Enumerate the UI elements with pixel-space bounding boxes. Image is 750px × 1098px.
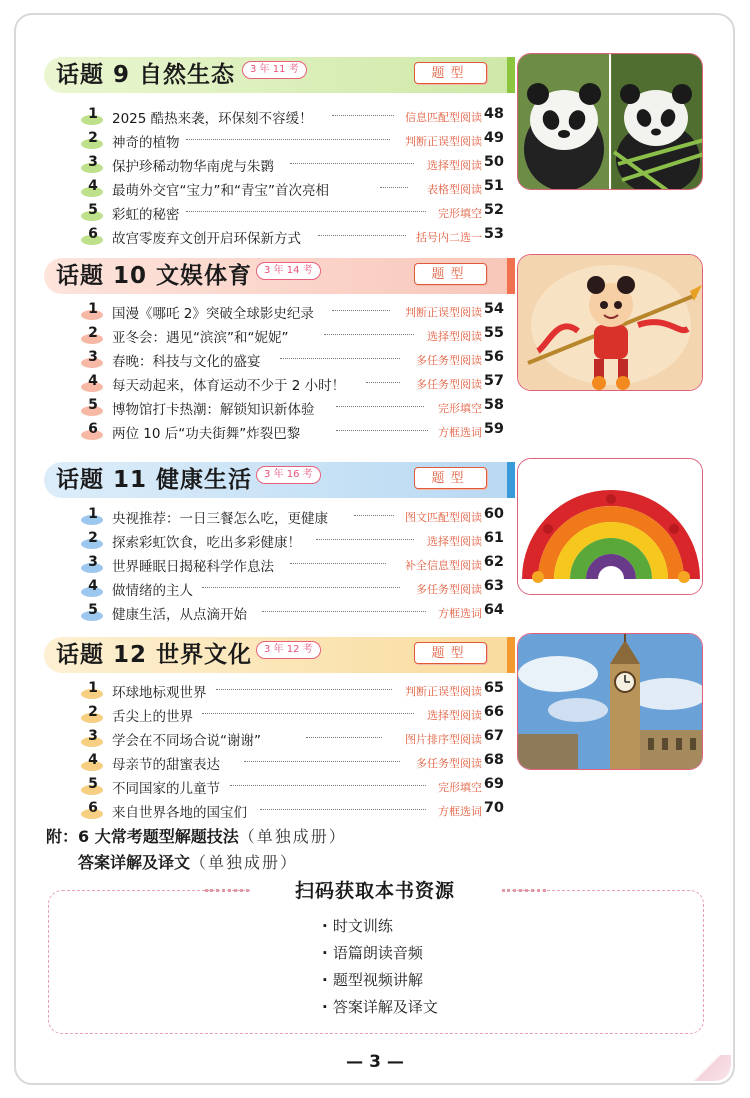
title-dots-left bbox=[205, 889, 249, 892]
list-item[interactable] bbox=[84, 775, 504, 799]
question-type-button[interactable]: 题型 bbox=[414, 62, 487, 84]
question-type: 方框选词 bbox=[438, 426, 482, 439]
title-dots-right bbox=[502, 889, 546, 892]
question-type: 括号内二选一 bbox=[416, 231, 482, 244]
page-number: 62 bbox=[483, 554, 504, 570]
page-number: 49 bbox=[483, 130, 504, 146]
resource-item[interactable]: · 时文训练 bbox=[322, 913, 438, 940]
page-number: 64 bbox=[483, 602, 504, 618]
topic-title: 话题 9 自然生态 bbox=[56, 62, 236, 88]
page-number: 56 bbox=[483, 349, 504, 365]
item-title: 博物馆打卡热潮：解锁知识新体验 bbox=[112, 402, 315, 418]
resource-item[interactable]: · 题型视频讲解 bbox=[322, 967, 438, 994]
list-item[interactable] bbox=[84, 679, 504, 703]
list-item[interactable] bbox=[84, 225, 504, 249]
leader-dots bbox=[202, 587, 400, 588]
question-type-button[interactable]: 题型 bbox=[414, 263, 487, 285]
item-title: 春晚：科技与文化的盛宴 bbox=[112, 354, 261, 370]
resource-title: 扫码获取本书资源 bbox=[294, 880, 455, 902]
item-number: 2 bbox=[84, 325, 102, 341]
appendix-note-2: （单独成册） bbox=[190, 853, 299, 872]
leader-dots bbox=[332, 115, 394, 116]
question-type-button[interactable]: 题型 bbox=[414, 467, 487, 489]
item-number: 4 bbox=[84, 752, 102, 768]
question-type: 方框选词 bbox=[438, 805, 482, 818]
list-item[interactable] bbox=[84, 703, 504, 727]
item-number: 5 bbox=[84, 776, 102, 792]
list-item[interactable] bbox=[84, 372, 504, 396]
item-title: 学会在不同场合说“谢谢” bbox=[112, 733, 261, 749]
resource-title-wrap bbox=[250, 876, 500, 906]
item-number: 4 bbox=[84, 373, 102, 389]
resource-item[interactable]: · 答案详解及译文 bbox=[322, 994, 438, 1021]
list-item[interactable] bbox=[84, 177, 504, 201]
question-type: 完形填空 bbox=[438, 402, 482, 415]
leader-dots bbox=[324, 334, 414, 335]
list-item[interactable] bbox=[84, 420, 504, 444]
question-type: 多任务型阅读 bbox=[416, 757, 482, 770]
page-number: 59 bbox=[483, 421, 504, 437]
page-number: 53 bbox=[483, 226, 504, 242]
question-type-button[interactable]: 题型 bbox=[414, 642, 487, 664]
item-number: 3 bbox=[84, 349, 102, 365]
exam-count-badge: 3 年 14 考 bbox=[256, 262, 321, 280]
appendix-note-1: （单独成册） bbox=[238, 827, 347, 846]
list-item[interactable] bbox=[84, 153, 504, 177]
item-title: 世界睡眠日揭秘科学作息法 bbox=[112, 559, 274, 575]
question-type: 选择型阅读 bbox=[427, 709, 482, 722]
appendix-item-1: 6 大常考题型解题技法 bbox=[78, 827, 239, 846]
page-number: 55 bbox=[483, 325, 504, 341]
exam-count-badge: 3 年 16 考 bbox=[256, 466, 321, 484]
topic-header-bar bbox=[44, 462, 507, 498]
item-number: 6 bbox=[84, 800, 102, 816]
item-title: 每天动起来，体育运动不少于 2 小时！ bbox=[112, 378, 346, 394]
leader-dots bbox=[186, 139, 390, 140]
leader-dots bbox=[280, 358, 400, 359]
giant-panda-photo bbox=[517, 53, 703, 190]
list-item[interactable] bbox=[84, 129, 504, 153]
leader-dots bbox=[260, 809, 426, 810]
item-title: 环球地标观世界 bbox=[112, 685, 207, 701]
leader-dots bbox=[186, 211, 426, 212]
leader-dots bbox=[244, 761, 400, 762]
list-item[interactable] bbox=[84, 727, 504, 751]
page-number: 65 bbox=[483, 680, 504, 696]
topic-color-tab bbox=[507, 462, 515, 498]
item-title: 做情绪的主人 bbox=[112, 583, 193, 599]
question-type: 完形填空 bbox=[438, 781, 482, 794]
leader-dots bbox=[230, 785, 426, 786]
list-item[interactable] bbox=[84, 300, 504, 324]
page-number: 52 bbox=[483, 202, 504, 218]
fruit-vegetable-rainbow-image bbox=[517, 458, 703, 595]
topic-color-tab bbox=[507, 258, 515, 294]
item-number: 5 bbox=[84, 602, 102, 618]
topic-title: 话题 12 世界文化 bbox=[56, 642, 253, 668]
leader-dots bbox=[336, 430, 428, 431]
list-item[interactable] bbox=[84, 751, 504, 775]
list-item[interactable] bbox=[84, 105, 504, 129]
page-number: 70 bbox=[483, 800, 504, 816]
topic-title: 话题 11 健康生活 bbox=[56, 467, 253, 493]
question-type: 信息匹配型阅读 bbox=[405, 111, 482, 124]
question-type: 判断正误型阅读 bbox=[405, 135, 482, 148]
question-type: 选择型阅读 bbox=[427, 330, 482, 343]
page-number: 60 bbox=[483, 506, 504, 522]
list-item[interactable] bbox=[84, 396, 504, 420]
leader-dots bbox=[354, 515, 394, 516]
item-number: 3 bbox=[84, 728, 102, 744]
leader-dots bbox=[366, 382, 400, 383]
item-title: 国漫《哪吒 2》突破全球影史纪录 bbox=[112, 306, 314, 322]
topic-header-bar bbox=[44, 637, 507, 673]
item-title: 保护珍稀动物华南虎与朱鹮 bbox=[112, 159, 274, 175]
leader-dots bbox=[380, 187, 408, 188]
page-number: 57 bbox=[483, 373, 504, 389]
question-type: 多任务型阅读 bbox=[416, 583, 482, 596]
leader-dots bbox=[306, 737, 382, 738]
page-number: 54 bbox=[483, 301, 504, 317]
question-type: 多任务型阅读 bbox=[416, 378, 482, 391]
item-title: 最萌外交官“宝力”和“青宝”首次亮相 bbox=[112, 183, 329, 199]
big-ben-photo bbox=[517, 633, 703, 770]
page-number: 58 bbox=[483, 397, 504, 413]
item-title: 央视推荐：一日三餐怎么吃，更健康 bbox=[112, 511, 328, 527]
item-number: 2 bbox=[84, 130, 102, 146]
page-number: 63 bbox=[483, 578, 504, 594]
appendix-line-1 bbox=[46, 824, 347, 850]
question-type: 补全信息型阅读 bbox=[405, 559, 482, 572]
leader-dots bbox=[262, 611, 426, 612]
topic-color-tab bbox=[507, 637, 515, 673]
topic-color-tab bbox=[507, 57, 515, 93]
page-number: 51 bbox=[483, 178, 504, 194]
item-number: 4 bbox=[84, 578, 102, 594]
item-number: 5 bbox=[84, 202, 102, 218]
question-type: 选择型阅读 bbox=[427, 159, 482, 172]
leader-dots bbox=[316, 539, 414, 540]
list-item[interactable] bbox=[84, 553, 504, 577]
appendix-label: 附： bbox=[46, 827, 79, 846]
list-item[interactable] bbox=[84, 348, 504, 372]
page-number: 50 bbox=[483, 154, 504, 170]
item-number: 5 bbox=[84, 397, 102, 413]
topic-header-bar bbox=[44, 57, 507, 93]
item-number: 1 bbox=[84, 301, 102, 317]
exam-count-badge: 3 年 12 考 bbox=[256, 641, 321, 659]
item-title: 故宫零废弃文创开启环保新方式 bbox=[112, 231, 301, 247]
item-number: 6 bbox=[84, 226, 102, 242]
item-title: 彩虹的秘密 bbox=[112, 207, 180, 223]
nezha-character-image bbox=[517, 254, 703, 391]
list-item[interactable] bbox=[84, 577, 504, 601]
list-item[interactable] bbox=[84, 324, 504, 348]
leader-dots bbox=[202, 713, 414, 714]
item-title: 探索彩虹饮食，吃出多彩健康！ bbox=[112, 535, 301, 551]
item-number: 3 bbox=[84, 154, 102, 170]
page-number: 61 bbox=[483, 530, 504, 546]
leader-dots bbox=[290, 563, 386, 564]
item-title: 来自世界各地的国宝们 bbox=[112, 805, 247, 821]
appendix bbox=[46, 824, 347, 876]
item-number: 1 bbox=[84, 680, 102, 696]
item-title: 母亲节的甜蜜表达 bbox=[112, 757, 220, 773]
list-item[interactable] bbox=[84, 799, 504, 823]
leader-dots bbox=[290, 163, 414, 164]
question-type: 图片排序型阅读 bbox=[405, 733, 482, 746]
page-number: 68 bbox=[483, 752, 504, 768]
leader-dots bbox=[336, 406, 424, 407]
appendix-line-2 bbox=[46, 850, 347, 876]
item-number: 1 bbox=[84, 106, 102, 122]
appendix-item-2: 答案详解及译文 bbox=[78, 853, 191, 872]
question-type: 方框选词 bbox=[438, 607, 482, 620]
item-title: 2025 酷热来袭，环保刻不容缓！ bbox=[112, 111, 313, 127]
leader-dots bbox=[332, 310, 390, 311]
list-item[interactable] bbox=[84, 529, 504, 553]
item-number: 2 bbox=[84, 530, 102, 546]
item-number: 6 bbox=[84, 421, 102, 437]
leader-dots bbox=[216, 689, 392, 690]
leader-dots bbox=[318, 235, 406, 236]
item-number: 3 bbox=[84, 554, 102, 570]
resource-item[interactable]: · 语篇朗读音频 bbox=[322, 940, 438, 967]
question-type: 判断正误型阅读 bbox=[405, 685, 482, 698]
page-number: 66 bbox=[483, 704, 504, 720]
item-title: 两位 10 后“功夫街舞”炸裂巴黎 bbox=[112, 426, 301, 442]
item-title: 神奇的植物 bbox=[112, 135, 180, 151]
item-number: 2 bbox=[84, 704, 102, 720]
item-title: 亚冬会：遇见“滨滨”和“妮妮” bbox=[112, 330, 289, 346]
exam-count-badge: 3 年 11 考 bbox=[242, 61, 307, 79]
question-type: 选择型阅读 bbox=[427, 535, 482, 548]
item-title: 舌尖上的世界 bbox=[112, 709, 193, 725]
resource-list bbox=[322, 913, 438, 1021]
question-type: 图文匹配型阅读 bbox=[405, 511, 482, 524]
page-number: 69 bbox=[483, 776, 504, 792]
item-number: 4 bbox=[84, 178, 102, 194]
item-title: 健康生活，从点滴开始 bbox=[112, 607, 247, 623]
question-type: 多任务型阅读 bbox=[416, 354, 482, 367]
list-item[interactable] bbox=[84, 201, 504, 225]
question-type: 判断正误型阅读 bbox=[405, 306, 482, 319]
item-number: 1 bbox=[84, 506, 102, 522]
list-item[interactable] bbox=[84, 601, 504, 625]
question-type: 完形填空 bbox=[438, 207, 482, 220]
page-number-footer: — 3 — bbox=[346, 1052, 404, 1072]
topic-header-bar bbox=[44, 258, 507, 294]
topic-title: 话题 10 文娱体育 bbox=[56, 263, 253, 289]
question-type: 表格型阅读 bbox=[427, 183, 482, 196]
list-item[interactable] bbox=[84, 505, 504, 529]
item-title: 不同国家的儿童节 bbox=[112, 781, 220, 797]
page-number: 48 bbox=[483, 106, 504, 122]
page-number: 67 bbox=[483, 728, 504, 744]
